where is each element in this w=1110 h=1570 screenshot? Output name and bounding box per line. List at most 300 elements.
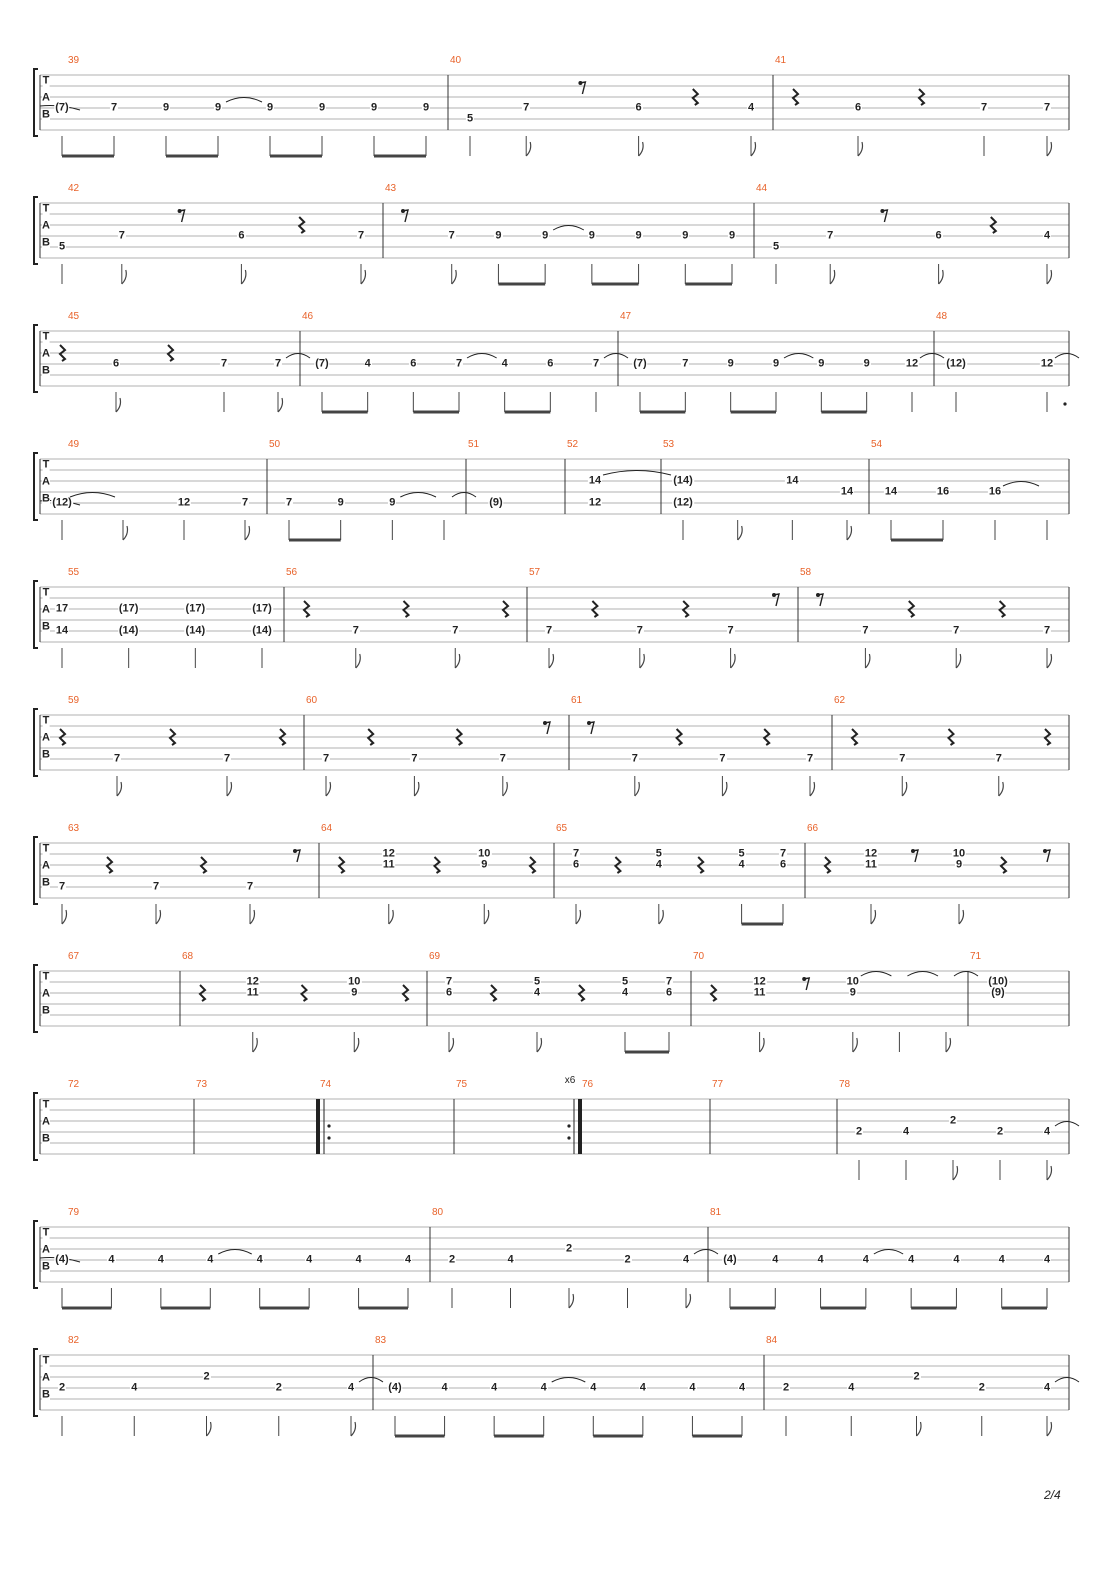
tab-clef-letter: T bbox=[42, 842, 50, 855]
note-flag bbox=[953, 1166, 958, 1180]
system-bracket bbox=[34, 325, 38, 392]
fret-number: 7 bbox=[1043, 624, 1051, 637]
fret-number: 5 bbox=[466, 112, 474, 125]
tie bbox=[1003, 482, 1039, 487]
note-flag bbox=[999, 782, 1004, 796]
note-flag bbox=[751, 142, 756, 156]
note-flag bbox=[455, 654, 460, 668]
fret-number: 2 bbox=[978, 1381, 985, 1394]
measure-number: 77 bbox=[712, 1079, 724, 1090]
measure-number: 52 bbox=[567, 439, 579, 450]
fret-number: 4 bbox=[131, 1381, 138, 1394]
fret-number: 12 bbox=[1040, 357, 1054, 370]
fret-number: 7 bbox=[118, 229, 125, 242]
measure-number: 48 bbox=[936, 311, 948, 322]
fret-number: (7) bbox=[55, 101, 69, 114]
fret-number: 4 bbox=[1043, 1253, 1051, 1266]
fret-number: 9 bbox=[318, 101, 326, 114]
note-flag bbox=[830, 270, 835, 284]
measure-number: 80 bbox=[432, 1207, 444, 1218]
tab-clef-letter: B bbox=[42, 1388, 50, 1401]
tab-clef-letter: B bbox=[42, 492, 50, 505]
measure-number: 72 bbox=[68, 1079, 80, 1090]
tie bbox=[553, 226, 584, 231]
fret-number: 7 bbox=[223, 752, 231, 765]
tab-staff bbox=[0, 1335, 1110, 1453]
note-flag bbox=[902, 782, 907, 796]
fret-number: (14) bbox=[118, 624, 139, 637]
fret-number: 4 bbox=[306, 1253, 313, 1266]
repeat-dot bbox=[327, 1124, 330, 1127]
fret-number: 12 bbox=[382, 847, 395, 860]
tab-staff bbox=[0, 439, 1110, 557]
fret-number: 14 bbox=[786, 474, 799, 487]
fret-number: 4 bbox=[507, 1253, 514, 1266]
fret-number: 9 bbox=[162, 101, 170, 114]
fret-number: 4 bbox=[1043, 229, 1051, 242]
fret-number: 7 bbox=[113, 752, 121, 765]
measure-number: 54 bbox=[871, 439, 883, 450]
fret-number: 6 bbox=[935, 229, 942, 242]
fret-number: 6 bbox=[854, 101, 862, 114]
tab-clef-letter: A bbox=[42, 603, 50, 616]
fret-number: 4 bbox=[1043, 1125, 1051, 1138]
fret-number: 2 bbox=[913, 1370, 920, 1383]
fret-number: 7 bbox=[322, 752, 330, 765]
measure-number: 50 bbox=[269, 439, 281, 450]
note-flag bbox=[865, 654, 870, 668]
fret-number: 4 bbox=[491, 1381, 498, 1394]
note-flag bbox=[245, 526, 250, 540]
fret-number: 6 bbox=[779, 858, 787, 871]
tab-system bbox=[0, 823, 1110, 941]
measure-number: 62 bbox=[834, 695, 846, 706]
fret-number: 12 bbox=[753, 975, 766, 988]
tie bbox=[1055, 1122, 1079, 1127]
fret-number: 7 bbox=[682, 357, 689, 370]
tab-clef-letter: T bbox=[42, 970, 50, 983]
fret-number: 4 bbox=[441, 1381, 448, 1394]
measure-number: 57 bbox=[529, 567, 541, 578]
fret-number: 2 bbox=[565, 1242, 573, 1255]
measure-number: 58 bbox=[800, 567, 812, 578]
fret-number: (7) bbox=[315, 357, 329, 370]
measure-number: 68 bbox=[182, 951, 194, 962]
fret-number: 4 bbox=[817, 1253, 824, 1266]
tie bbox=[920, 354, 944, 359]
fret-number: 7 bbox=[727, 624, 734, 637]
tab-system bbox=[0, 311, 1110, 429]
note-flag bbox=[956, 654, 961, 668]
measure-number: 59 bbox=[68, 695, 80, 706]
fret-number: 5 bbox=[621, 975, 629, 988]
fret-number: (4) bbox=[388, 1381, 402, 1394]
tab-clef-letter: B bbox=[42, 748, 50, 761]
tab-system bbox=[0, 695, 1110, 813]
fret-number: 9 bbox=[422, 101, 430, 114]
fret-number: 4 bbox=[738, 858, 745, 871]
fret-number: 4 bbox=[501, 357, 508, 370]
fret-number: (14) bbox=[185, 624, 206, 637]
measure-number: 60 bbox=[306, 695, 318, 706]
fret-number: 4 bbox=[747, 101, 755, 114]
fret-number: 9 bbox=[389, 496, 396, 509]
fret-number: 4 bbox=[355, 1253, 362, 1266]
fret-number: 4 bbox=[682, 1253, 690, 1266]
tab-staff bbox=[0, 311, 1110, 429]
measure-number: 75 bbox=[456, 1079, 468, 1090]
fret-number: (12) bbox=[673, 496, 693, 509]
note-flag bbox=[1047, 142, 1052, 156]
tab-clef-letter: B bbox=[42, 1260, 50, 1273]
note-flag bbox=[526, 142, 531, 156]
fret-number: 6 bbox=[112, 357, 120, 370]
tab-staff bbox=[0, 823, 1110, 941]
fret-number: 4 bbox=[848, 1381, 855, 1394]
note-flag bbox=[871, 910, 876, 924]
fret-number: 4 bbox=[364, 357, 371, 370]
system-bracket bbox=[34, 837, 38, 904]
fret-number: 9 bbox=[588, 229, 595, 242]
measure-number: 66 bbox=[807, 823, 819, 834]
tab-clef-letter: B bbox=[42, 876, 50, 889]
fret-number: 7 bbox=[411, 752, 418, 765]
tie bbox=[604, 354, 628, 359]
fret-number: 7 bbox=[636, 624, 643, 637]
fret-number: 9 bbox=[542, 229, 549, 242]
fret-number: 5 bbox=[533, 975, 541, 988]
note-flag bbox=[738, 526, 743, 540]
fret-number: 12 bbox=[246, 975, 259, 988]
measure-number: 76 bbox=[582, 1079, 594, 1090]
tie bbox=[954, 972, 978, 977]
fret-number: 2 bbox=[996, 1125, 1004, 1138]
fret-number: 7 bbox=[448, 229, 455, 242]
fret-number: (12) bbox=[946, 357, 966, 370]
tab-clef-letter: B bbox=[42, 620, 50, 633]
fret-number: 4 bbox=[689, 1381, 696, 1394]
note-flag bbox=[117, 782, 122, 796]
system-bracket bbox=[34, 1349, 38, 1416]
system-bracket bbox=[34, 1221, 38, 1288]
fret-number: 7 bbox=[899, 752, 906, 765]
tab-clef-letter: T bbox=[42, 1354, 50, 1367]
tab-clef-letter: T bbox=[42, 586, 50, 599]
tie bbox=[400, 493, 436, 498]
note-flag bbox=[1047, 654, 1052, 668]
tie bbox=[552, 1378, 586, 1383]
note-flag bbox=[503, 782, 508, 796]
fret-number: (9) bbox=[991, 986, 1005, 999]
measure-number: 70 bbox=[693, 951, 705, 962]
fret-number: (7) bbox=[633, 357, 647, 370]
note-flag bbox=[847, 526, 852, 540]
fret-number: 9 bbox=[351, 986, 358, 999]
fret-number: 4 bbox=[207, 1253, 214, 1266]
tab-clef-letter: T bbox=[42, 1226, 50, 1239]
fret-number: 6 bbox=[547, 357, 554, 370]
measure-number: 67 bbox=[68, 951, 80, 962]
fret-number: 17 bbox=[55, 602, 69, 615]
fret-number: (9) bbox=[489, 496, 503, 509]
tab-staff bbox=[0, 567, 1110, 685]
fret-number: (14) bbox=[252, 624, 272, 637]
measure-number: 61 bbox=[571, 695, 583, 706]
fret-number: 9 bbox=[495, 229, 502, 242]
repeat-dot bbox=[327, 1136, 330, 1139]
system-bracket bbox=[34, 197, 38, 264]
note-flag bbox=[917, 1422, 922, 1436]
fret-number: 4 bbox=[256, 1253, 263, 1266]
page-number: 2/4 bbox=[1044, 1488, 1061, 1502]
note-flag bbox=[639, 142, 644, 156]
fret-number: 7 bbox=[220, 357, 228, 370]
fret-number: 14 bbox=[55, 624, 69, 637]
note-flag bbox=[354, 1038, 359, 1052]
fret-number: 11 bbox=[865, 858, 877, 871]
fret-number: 9 bbox=[728, 229, 736, 242]
note-flag bbox=[241, 270, 246, 284]
tie bbox=[70, 493, 115, 498]
note-flag bbox=[549, 654, 554, 668]
fret-number: 7 bbox=[357, 229, 365, 242]
note-flag bbox=[640, 654, 645, 668]
fret-number: 7 bbox=[779, 847, 787, 860]
fret-number: 4 bbox=[639, 1381, 646, 1394]
tab-clef-letter: T bbox=[42, 714, 50, 727]
measure-number: 84 bbox=[766, 1335, 778, 1346]
note-flag bbox=[62, 910, 67, 924]
tie bbox=[226, 98, 262, 103]
note-flag bbox=[810, 782, 815, 796]
fret-number: 10 bbox=[348, 975, 361, 988]
fret-number: 2 bbox=[855, 1125, 863, 1138]
fret-number: 7 bbox=[274, 357, 282, 370]
dot bbox=[1063, 402, 1066, 405]
tab-clef-letter: T bbox=[42, 202, 50, 215]
fret-number: 9 bbox=[682, 229, 689, 242]
fret-number: 10 bbox=[846, 975, 859, 988]
note-flag bbox=[1047, 1166, 1052, 1180]
fret-number: 4 bbox=[108, 1253, 115, 1266]
tab-system bbox=[0, 1075, 1110, 1197]
note-flag bbox=[760, 1038, 765, 1052]
fret-number: 14 bbox=[840, 485, 854, 498]
fret-number: 9 bbox=[214, 101, 222, 114]
fret-number: (17) bbox=[118, 602, 139, 615]
fret-number: 2 bbox=[782, 1381, 790, 1394]
fret-number: 4 bbox=[540, 1381, 547, 1394]
fret-number: 4 bbox=[655, 858, 662, 871]
tab-staff bbox=[0, 951, 1110, 1069]
tab-clef-letter: A bbox=[42, 219, 50, 232]
fret-number: 4 bbox=[404, 1253, 412, 1266]
fret-number: (17) bbox=[252, 602, 272, 615]
tab-clef-letter: T bbox=[42, 330, 50, 343]
fret-number: 4 bbox=[621, 986, 629, 999]
fret-number: 7 bbox=[545, 624, 553, 637]
fret-number: 9 bbox=[370, 101, 378, 114]
fret-number: 7 bbox=[452, 624, 459, 637]
measure-number: 78 bbox=[839, 1079, 851, 1090]
fret-number: 12 bbox=[588, 496, 602, 509]
fret-number: 6 bbox=[445, 986, 453, 999]
fret-number: 10 bbox=[478, 847, 491, 860]
tab-clef-letter: A bbox=[42, 987, 50, 1000]
fret-number: 9 bbox=[481, 858, 488, 871]
measure-number: 47 bbox=[620, 311, 632, 322]
fret-number: 9 bbox=[818, 357, 825, 370]
fret-number: 9 bbox=[849, 986, 856, 999]
note-flag bbox=[722, 782, 727, 796]
fret-number: 7 bbox=[862, 624, 869, 637]
fret-number: 6 bbox=[410, 357, 417, 370]
measure-number: 73 bbox=[196, 1079, 208, 1090]
fret-number: 7 bbox=[631, 752, 638, 765]
fret-number: 7 bbox=[523, 101, 530, 114]
fret-number: 9 bbox=[863, 357, 870, 370]
fret-number: (10) bbox=[988, 975, 1008, 988]
tab-system bbox=[0, 567, 1110, 685]
tie bbox=[861, 972, 892, 977]
measure-number: 71 bbox=[970, 951, 982, 962]
fret-number: 9 bbox=[635, 229, 642, 242]
tab-clef-letter: A bbox=[42, 347, 50, 360]
fret-number: 7 bbox=[592, 357, 600, 370]
tie bbox=[452, 493, 476, 498]
system-bracket bbox=[34, 581, 38, 648]
fret-number: 7 bbox=[455, 357, 463, 370]
note-flag bbox=[389, 910, 394, 924]
note-flag bbox=[858, 142, 863, 156]
note-flag bbox=[356, 654, 361, 668]
note-flag bbox=[253, 1038, 258, 1052]
measure-number: 41 bbox=[775, 55, 787, 66]
fret-number: 16 bbox=[936, 485, 950, 498]
fret-number: 4 bbox=[772, 1253, 779, 1266]
tie bbox=[218, 1250, 251, 1255]
note-flag bbox=[939, 270, 944, 284]
measure-number: 81 bbox=[710, 1207, 722, 1218]
note-flag bbox=[278, 398, 283, 412]
fret-number: 11 bbox=[246, 986, 259, 999]
note-flag bbox=[452, 270, 457, 284]
note-flag bbox=[116, 398, 121, 412]
fret-number: 4 bbox=[347, 1381, 355, 1394]
fret-number: 2 bbox=[624, 1253, 631, 1266]
fret-number: 5 bbox=[655, 847, 662, 860]
fret-number: 6 bbox=[238, 229, 245, 242]
measure-number: 43 bbox=[385, 183, 397, 194]
repeat-dot bbox=[567, 1124, 570, 1127]
measure-number: 51 bbox=[468, 439, 480, 450]
tab-system bbox=[0, 439, 1110, 557]
tab-staff bbox=[0, 1079, 1110, 1197]
fret-number: 9 bbox=[955, 858, 963, 871]
fret-number: 7 bbox=[352, 624, 359, 637]
measure-number: 53 bbox=[663, 439, 675, 450]
fret-number: (17) bbox=[185, 602, 206, 615]
fret-number: 6 bbox=[572, 858, 580, 871]
note-flag bbox=[414, 782, 419, 796]
tab-system bbox=[0, 1335, 1110, 1453]
fret-number: 7 bbox=[445, 975, 453, 988]
fret-number: 2 bbox=[275, 1381, 282, 1394]
tab-clef-letter: A bbox=[42, 475, 50, 488]
fret-number: 9 bbox=[727, 357, 734, 370]
fret-number: 5 bbox=[772, 240, 780, 253]
tab-system bbox=[0, 183, 1110, 301]
system-bracket bbox=[34, 453, 38, 520]
tab-clef-letter: T bbox=[42, 458, 50, 471]
fret-number: 7 bbox=[246, 880, 254, 893]
note-flag bbox=[449, 1038, 454, 1052]
tab-clef-letter: A bbox=[42, 91, 50, 104]
measure-number: 49 bbox=[68, 439, 80, 450]
tie bbox=[784, 354, 813, 359]
fret-number: 7 bbox=[806, 752, 814, 765]
note-flag bbox=[351, 1422, 356, 1436]
fret-number: 9 bbox=[266, 101, 274, 114]
system-bracket bbox=[34, 965, 38, 1032]
fret-number: 4 bbox=[738, 1381, 746, 1394]
repeat-count: x6 bbox=[564, 1075, 576, 1086]
tab-clef-letter: B bbox=[42, 364, 50, 377]
measure-number: 55 bbox=[68, 567, 80, 578]
fret-number: 7 bbox=[241, 496, 249, 509]
tie bbox=[1055, 1378, 1079, 1383]
note-flag bbox=[361, 270, 366, 284]
tab-system bbox=[0, 55, 1110, 173]
measure-number: 46 bbox=[302, 311, 314, 322]
tie bbox=[359, 1378, 383, 1383]
fret-number: (4) bbox=[55, 1253, 69, 1266]
note-flag bbox=[122, 270, 127, 284]
note-flag bbox=[484, 910, 489, 924]
tab-staff bbox=[0, 1207, 1110, 1325]
tab-clef-letter: A bbox=[42, 731, 50, 744]
measure-number: 40 bbox=[450, 55, 462, 66]
note-flag bbox=[576, 910, 581, 924]
fret-number: 4 bbox=[533, 986, 541, 999]
repeat-dot bbox=[567, 1136, 570, 1139]
fret-number: 4 bbox=[902, 1125, 910, 1138]
tie bbox=[874, 1250, 903, 1255]
fret-number: 11 bbox=[382, 858, 395, 871]
tab-clef-letter: A bbox=[42, 1371, 50, 1384]
system-bracket bbox=[34, 709, 38, 776]
fret-number: 9 bbox=[337, 496, 344, 509]
note-flag bbox=[731, 654, 736, 668]
fret-number: (14) bbox=[673, 474, 693, 487]
fret-number: 9 bbox=[772, 357, 780, 370]
fret-number: 7 bbox=[719, 752, 726, 765]
measure-number: 42 bbox=[68, 183, 80, 194]
tie bbox=[467, 354, 497, 359]
tab-staff bbox=[0, 183, 1110, 301]
fret-number: (4) bbox=[723, 1253, 737, 1266]
note-flag bbox=[853, 1038, 858, 1052]
tab-clef-letter: B bbox=[42, 108, 50, 121]
tie bbox=[694, 1250, 718, 1255]
fret-number: 2 bbox=[949, 1114, 957, 1127]
note-flag bbox=[569, 1294, 574, 1308]
fret-number: 7 bbox=[1043, 101, 1051, 114]
note-flag bbox=[659, 910, 664, 924]
note-flag bbox=[1047, 1422, 1052, 1436]
fret-number: 4 bbox=[157, 1253, 164, 1266]
fret-number: 2 bbox=[448, 1253, 456, 1266]
